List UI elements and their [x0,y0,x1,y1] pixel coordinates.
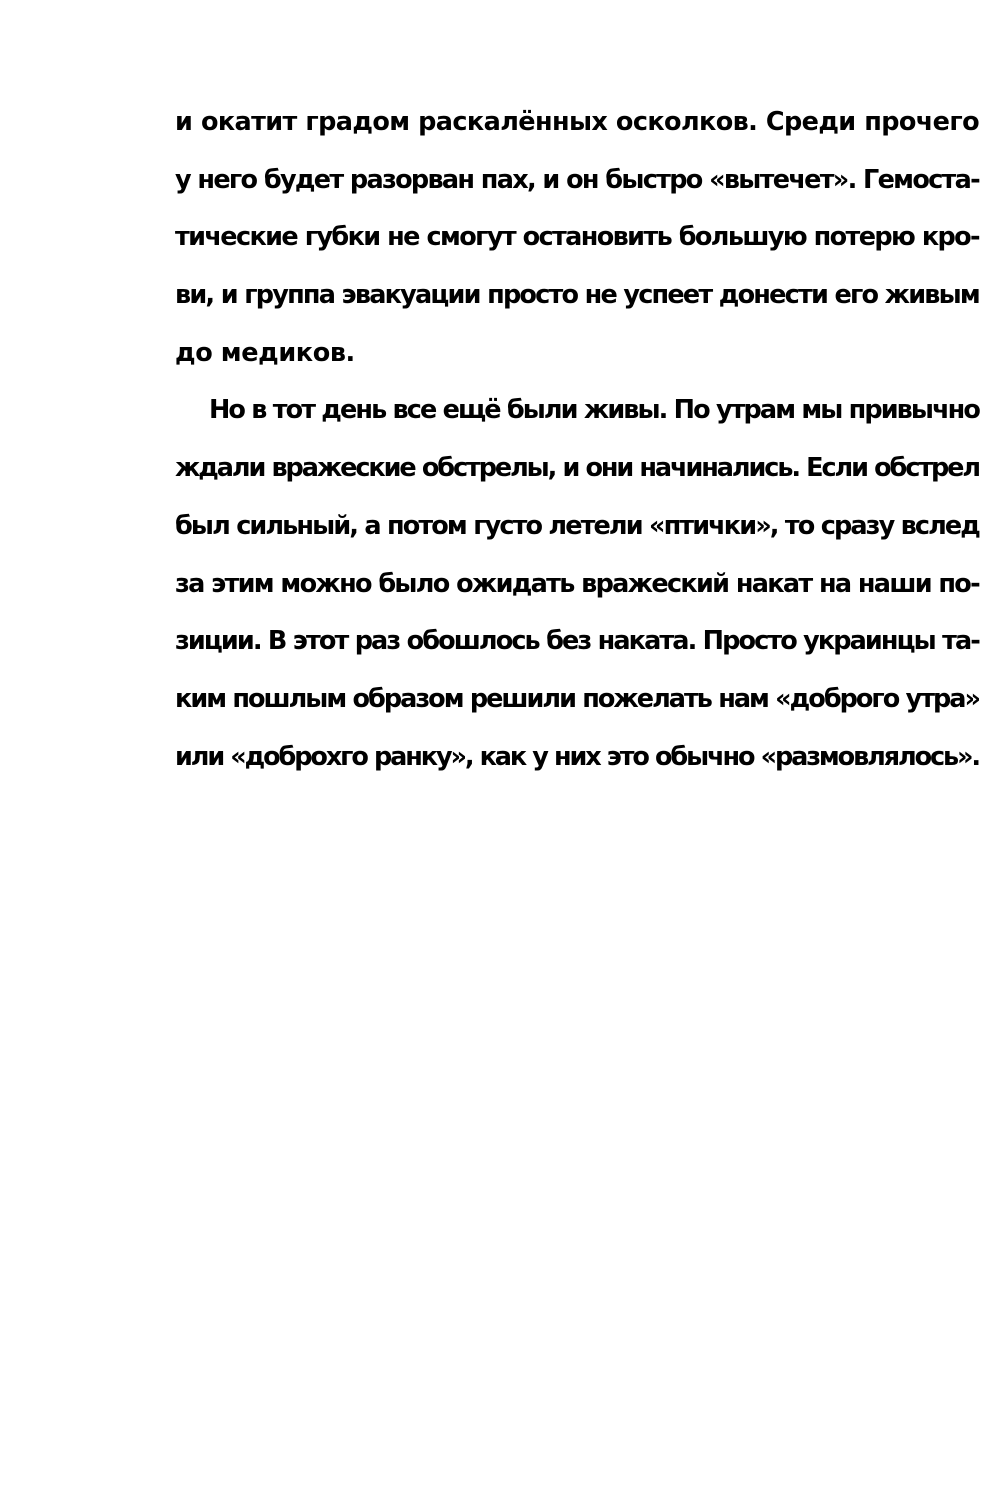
paragraph-1 [175,94,979,382]
text-line: или «доброхго ранку», как у них это обычно «размовлялось». [175,741,979,772]
text-line: до медиков. [175,337,355,368]
text-line: Но в тот день все ещё были живы. По утрам мы привычно [209,395,979,426]
text-line: зиции. В этот раз обошлось без наката. Просто украинцы та- [175,626,979,657]
text-line: у него будет разорван пах, и он быстро «вытечет». Гемоста- [175,164,979,195]
text-line: и окатит градом раскалённых осколков. Среди прочего [175,107,979,137]
text-line: ждали вражеские обстрелы, и они начинались. Если обстрел [175,453,979,484]
text-line: ви, и группа эвакуации просто не успеет донести его живым [175,280,979,311]
text-line: был сильный, а потом густо летели «птички», то сразу вслед [175,510,979,541]
text-line: ким пошлым образом решили пожелать нам «доброго утра» [175,683,979,714]
text-line: тические губки не смогут остановить большую потерю кро- [175,222,979,253]
body-text [175,94,979,786]
paragraph-2 [175,382,979,786]
text-line: за этим можно было ожидать вражеский накат на наши по- [175,568,979,599]
